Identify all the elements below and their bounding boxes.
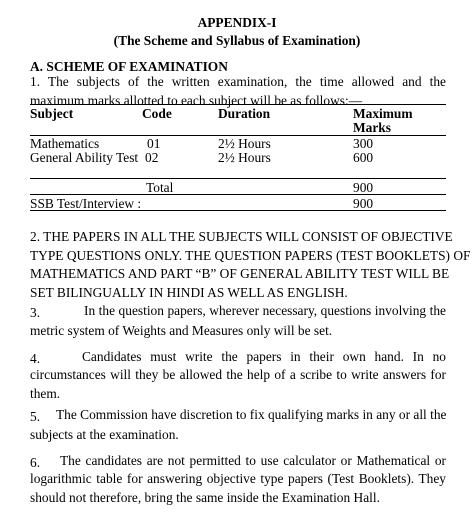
paragraph-3 — [84, 302, 446, 321]
paragraph-4-cont — [30, 366, 446, 403]
table-cell-duration: 2½ Hours — [218, 136, 271, 151]
appendix-subtitle: (The Scheme and Syllabus of Examination) — [113, 33, 361, 48]
table-cell-subject: General Ability Test — [30, 150, 139, 165]
table-cell-marks: 600 — [353, 150, 374, 165]
paragraph-line: metric system of Weights and Measures only will be set. — [30, 323, 333, 338]
total-marks: 900 — [353, 180, 374, 195]
intro-line: 1. The subjects of the written examination, the time allowed and the — [30, 74, 446, 89]
paragraph-3-number: 3. — [30, 305, 41, 320]
paragraph-5-number: 5. — [30, 409, 41, 424]
header-code: Code — [142, 106, 172, 121]
ssb-label: SSB Test/Interview : — [30, 196, 142, 211]
table-cell-subject: Mathematics — [30, 136, 100, 151]
paragraph-line: logarithmic table for answering objective type papers (Test Booklets). They — [30, 471, 446, 486]
paragraph-line: them. — [30, 385, 61, 401]
paragraph-line: circumstances will they be allowed the help of a scribe to write answers for — [30, 367, 446, 382]
section-title: A. SCHEME OF EXAMINATION — [30, 59, 228, 74]
ssb-marks: 900 — [353, 196, 374, 211]
table-cell-code: 01 — [147, 136, 161, 151]
paragraph-line: subjects at the examination. — [30, 427, 179, 442]
paragraph-2 — [30, 228, 471, 302]
table-ssb-rule — [30, 194, 446, 195]
paragraph-4 — [82, 348, 446, 367]
paragraph-5 — [56, 406, 446, 425]
header-marks: Marks — [353, 120, 391, 135]
header-duration: Duration — [218, 106, 271, 121]
paragraph-line: 2. THE PAPERS IN ALL THE SUBJECTS WILL CONSIST OF OBJECTIVE — [30, 229, 453, 244]
paragraph-line: The candidates are not permitted to use calculator or Mathematical or — [60, 453, 446, 468]
appendix-title: APPENDIX-I — [197, 15, 277, 30]
paragraph-4-number: 4. — [30, 351, 41, 366]
total-label: Total — [146, 180, 174, 195]
header-subject: Subject — [30, 106, 74, 121]
table-bottom-rule — [30, 210, 446, 211]
paragraph-line: MATHEMATICS AND PART “B” OF GENERAL ABILITY TEST WILL BE — [30, 266, 450, 281]
header-maximum: Maximum — [353, 106, 413, 121]
paragraph-line: TYPE QUESTIONS ONLY. THE QUESTION PAPERS (TEST BOOKLETS) OF — [30, 247, 471, 263]
paragraph-line: SET BILINGUALLY IN HINDI AS WELL AS ENGLISH. — [30, 284, 348, 300]
intro-line: maximum marks allotted to each subject will be as follows:— — [30, 92, 363, 108]
table-total-rule — [30, 178, 446, 179]
paragraph-line: In the question papers, wherever necessary, questions involving the — [84, 303, 446, 318]
table-cell-duration: 2½ Hours — [218, 150, 271, 165]
paragraph-line: should not therefore, bring the same inside the Examination Hall. — [30, 489, 380, 505]
paragraph-6-number: 6. — [30, 455, 41, 470]
table-cell-marks: 300 — [353, 136, 374, 151]
table-top-rule — [30, 104, 446, 105]
table-cell-code: 02 — [145, 150, 159, 165]
paragraph-line: Candidates must write the papers in their own hand. In no — [82, 349, 446, 364]
paragraph-6 — [60, 452, 446, 471]
paragraph-line: The Commission have discretion to fix qualifying marks in any or all the — [56, 407, 447, 422]
paragraph-6-cont — [30, 470, 446, 507]
